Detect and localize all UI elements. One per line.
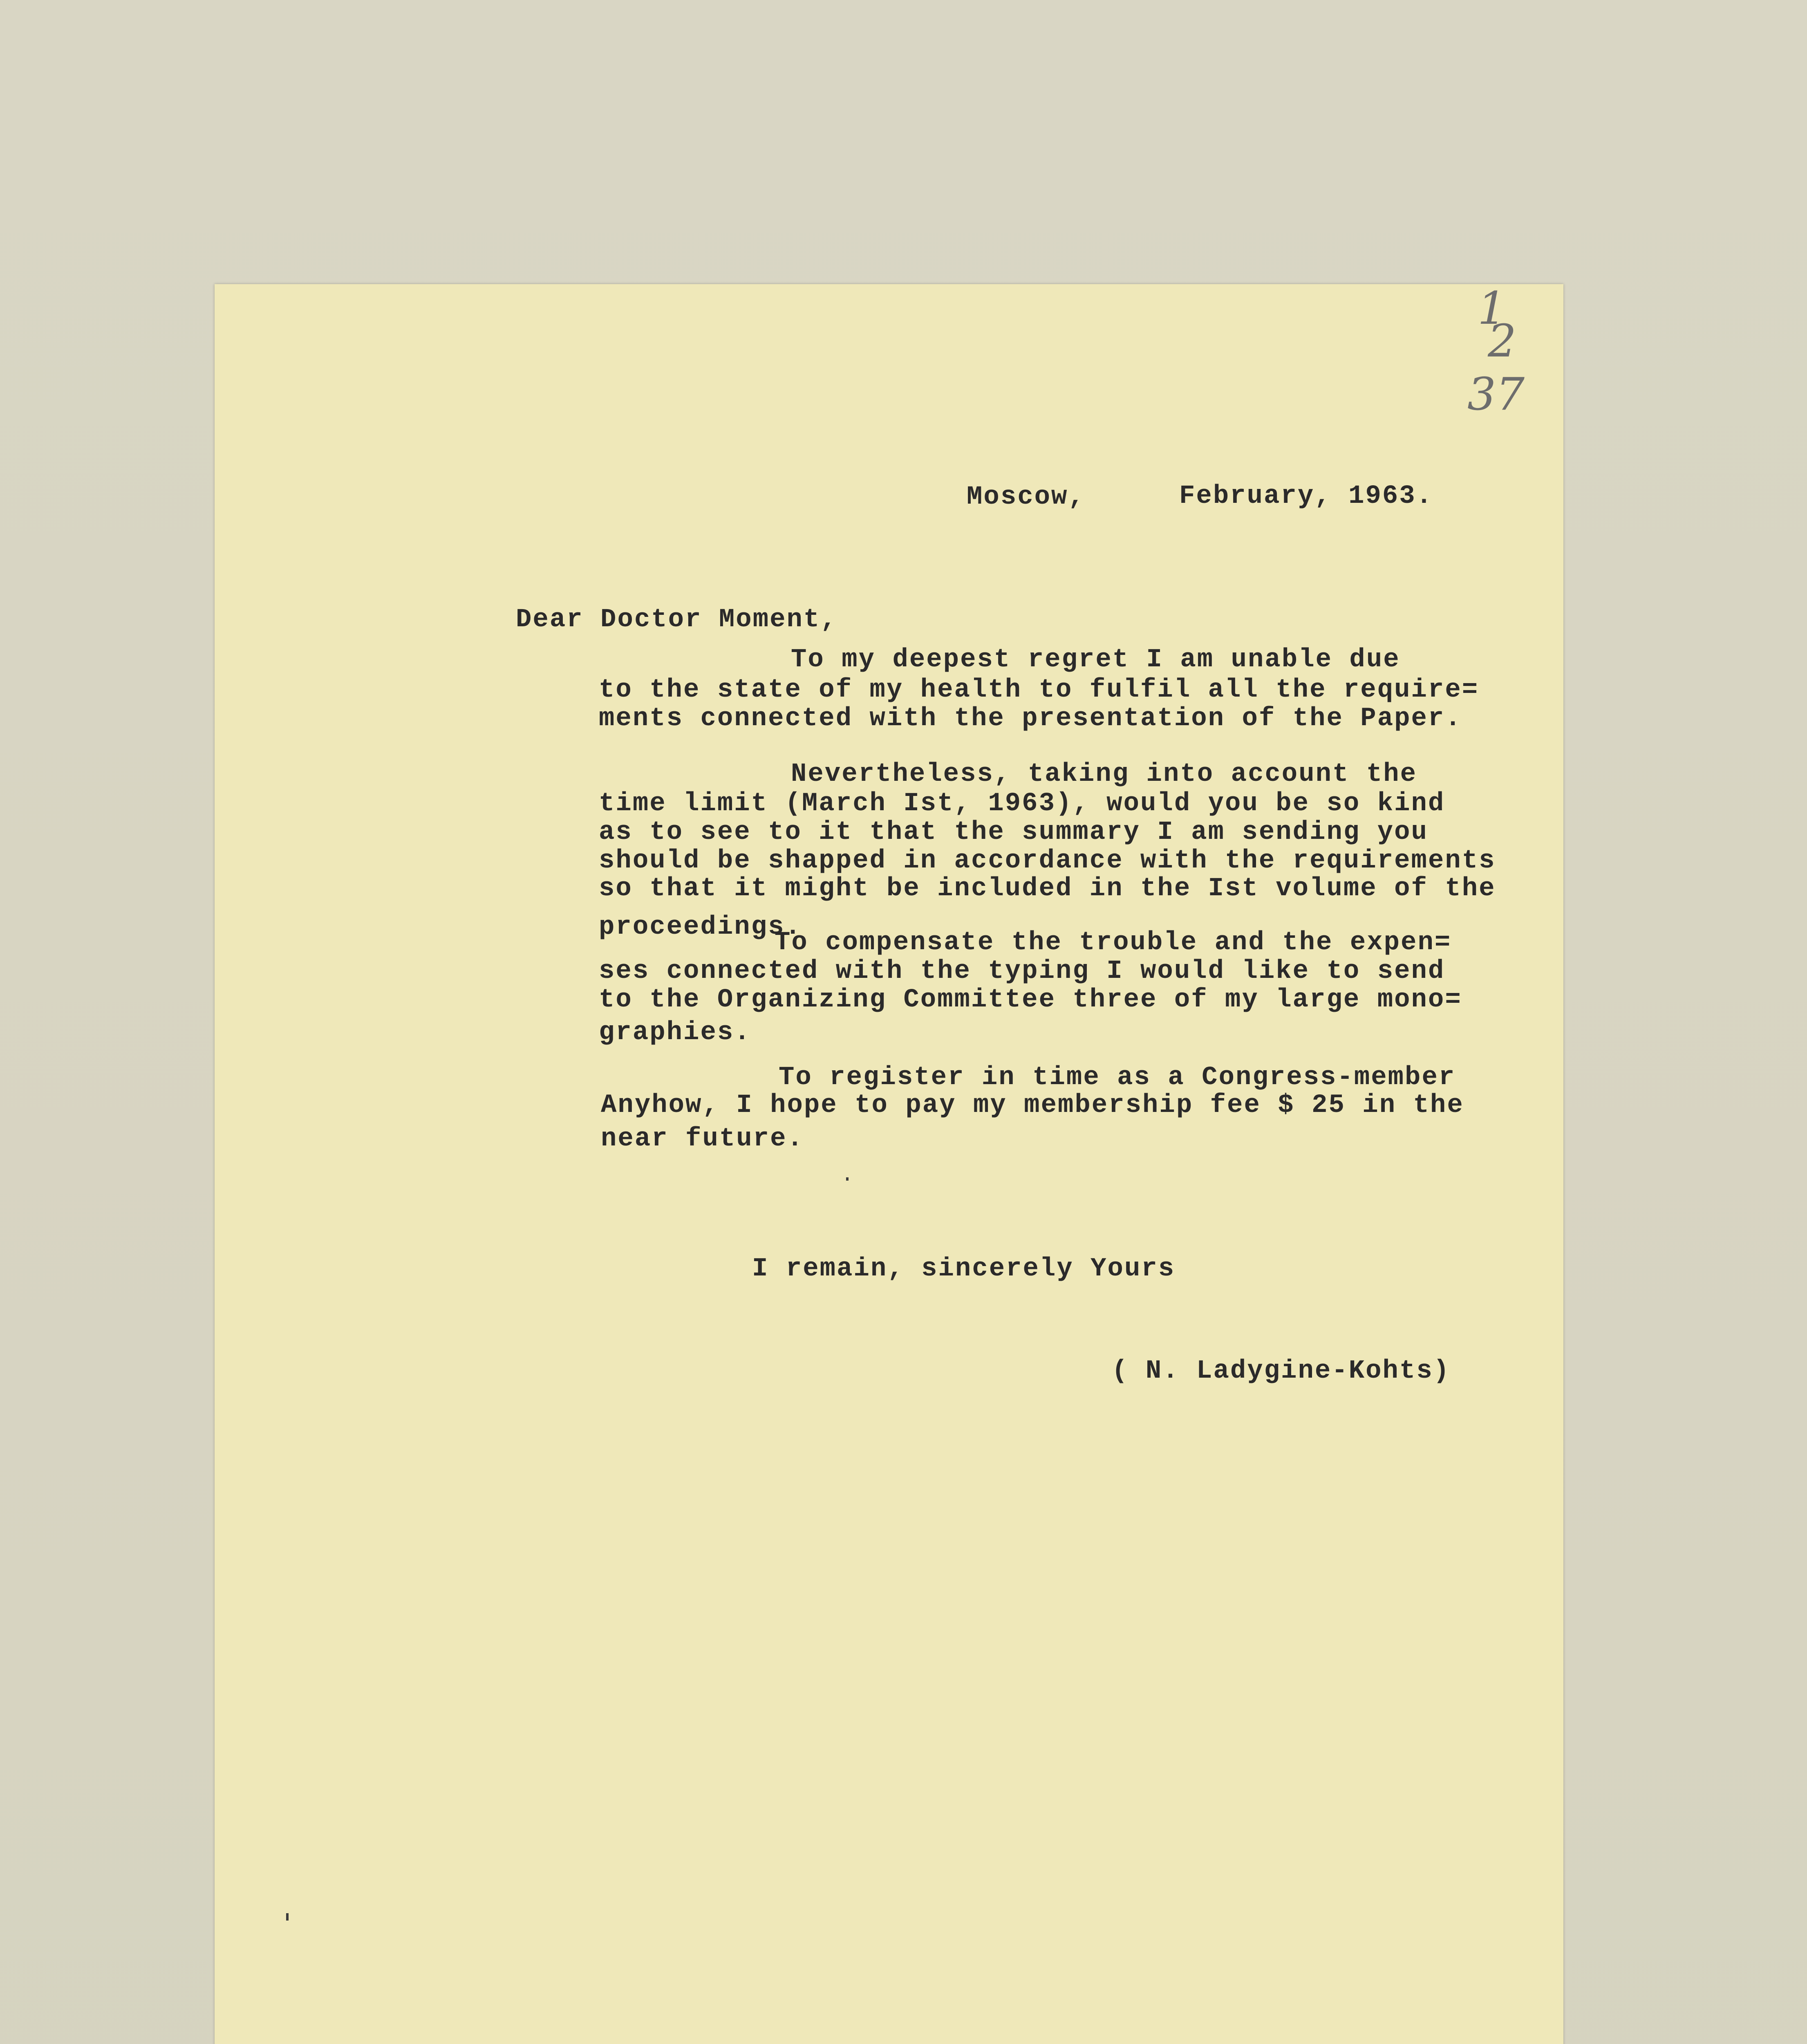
paragraph-2-line-4: should be shapped in accordance with the requirements (599, 846, 1496, 876)
paper-speck (286, 1913, 289, 1921)
paragraph-4-line-3: near future. (601, 1124, 804, 1154)
letter-closing: I remain, sincerely Yours (752, 1254, 1176, 1284)
folio-number-top: 1 (1478, 282, 1506, 334)
letter-place: Moscow, (967, 482, 1085, 512)
paragraph-3-line-3: to the Organizing Committee three of my large mono= (599, 985, 1462, 1015)
paragraph-1-line-2: to the state of my health to fulfil all the require= (599, 675, 1479, 705)
letter-salutation: Dear Doctor Moment, (516, 605, 837, 634)
letter-sheet (215, 284, 1563, 2044)
paragraph-2-line-2: time limit (March Ist, 1963), would you be so kind (599, 789, 1445, 818)
paragraph-3-line-2: ses connected with the typing I would like to send (599, 957, 1445, 986)
letter-date: February, 1963. (1179, 482, 1433, 511)
letter-signature: ( N. Ladygine-Kohts) (1112, 1356, 1451, 1386)
paragraph-3-line-4: graphies. (599, 1018, 751, 1047)
paragraph-2-line-3: as to see to it that the summary I am sending you (599, 818, 1428, 847)
paper-speck (846, 1177, 849, 1181)
paragraph-4-line-1: To register in time as a Congress-member (779, 1063, 1456, 1092)
folio-number-crossed: 2 (1488, 315, 1516, 367)
paragraph-1-line-3: ments connected with the presentation of the Paper. (599, 704, 1462, 733)
folio-number: 37 (1467, 368, 1525, 420)
paragraph-2-line-5: so that it might be included in the Ist volume of the (599, 874, 1496, 903)
paragraph-2-line-6: proceedings. (599, 912, 802, 942)
paragraph-2-line-1: Nevertheless, taking into account the (791, 760, 1417, 789)
paragraph-1-line-1: To my deepest regret I am unable due (791, 645, 1400, 675)
paragraph-4-line-2: Anyhow, I hope to pay my membership fee $ 25 in the (601, 1091, 1464, 1120)
paragraph-3-line-1: To compensate the trouble and the expen= (775, 928, 1452, 957)
